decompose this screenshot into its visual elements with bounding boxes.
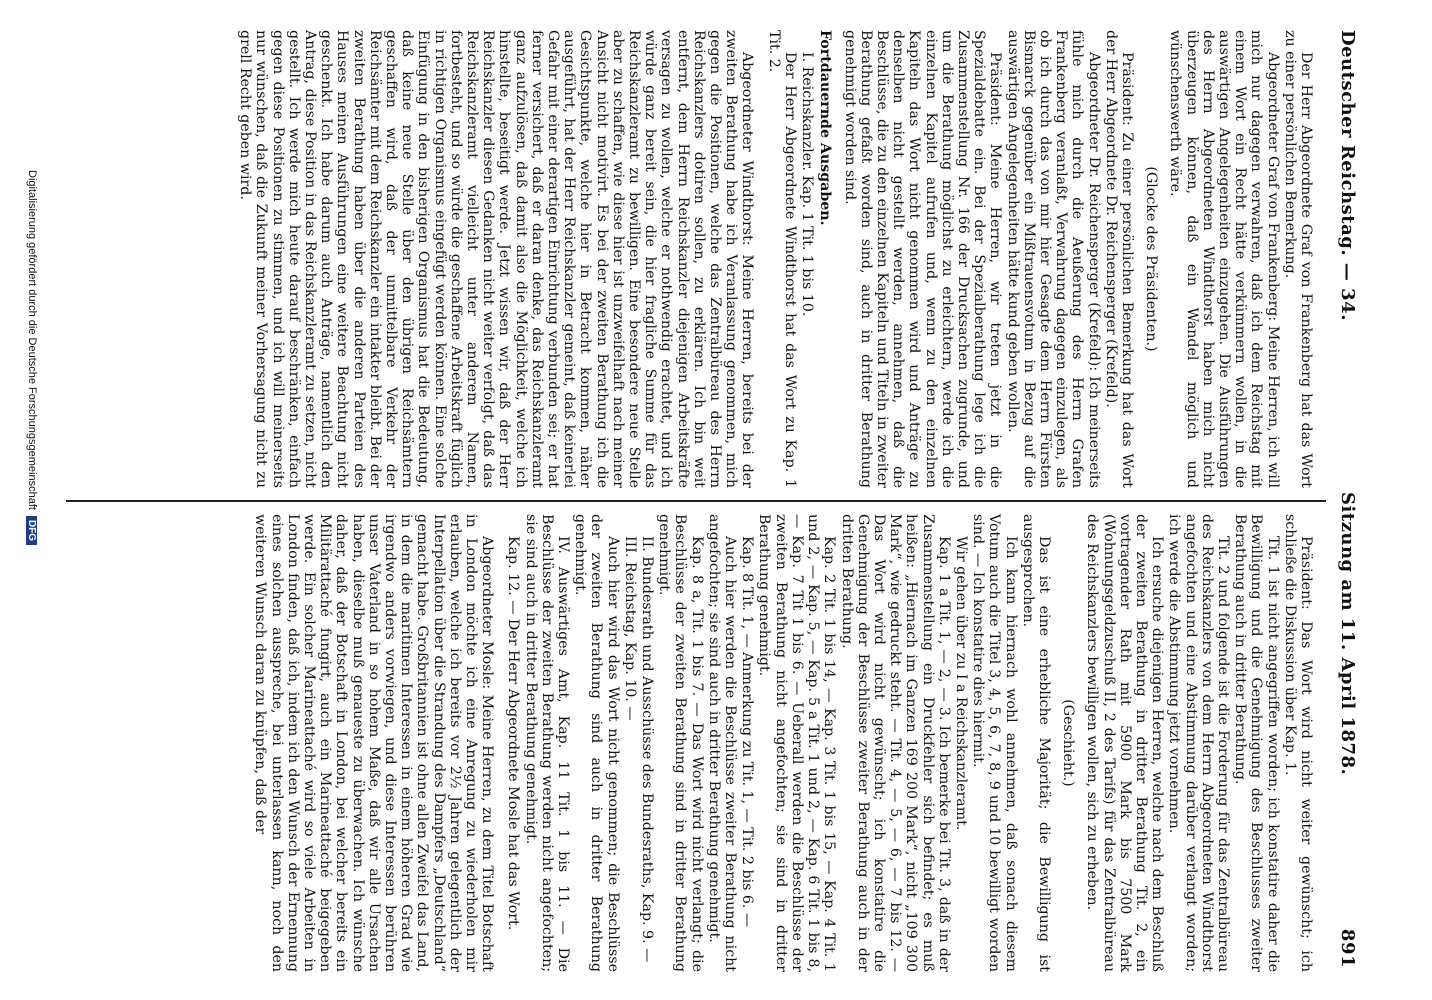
paragraph: IV. Auswärtiges Amt, Kap. 11 Tit. 1 bis 11. — Die Beschlüsse der zweiten Berathung werden nicht angefochten; sie sind auch in dritter Berathung genehmigt.	[522, 514, 572, 972]
paragraph: Auch hier wird das Wort nicht genommen; die Beschlüsse der zweiten Berathung sind auch in dritter Berathung genehmigt.	[572, 514, 621, 972]
paragraph: Wir gehen über zu I a Reichskanzleramt.	[952, 536, 969, 831]
stage-direction: (Geschieht.)	[1060, 699, 1077, 787]
running-header	[1328, 22, 1358, 978]
paragraph: Ich ersuche diejenigen Herren, welche nach dem Beschluß der zweiten Berathung in dritter Berathung Tit. 2, ein vortragender Rath mit 5900 Mark bis 7500 Mark (Wohnungsgeldzuschuß II, 2 des Tarifs) für das Zentralbüreau des Reichskanzlers bewilligen wollen, sich zu erheben.	[1084, 514, 1166, 972]
stage-direction: (Glocke des Präsidenten.)	[1143, 166, 1160, 352]
paragraph: Tit. 1 ist nicht angegriffen worden; ich konstatire daher die Bewilligung und die Genehmigung des Beschlusses zweiter Berathung auch in dritter Berathung.	[1232, 514, 1281, 972]
left-column	[236, 30, 1314, 488]
funding-notice	[26, 170, 38, 870]
paragraph-gap	[757, 30, 765, 488]
paragraph: Der Herr Abgeordnete Windthorst hat das Wort zu Kap. 1 Tit. 2.	[765, 30, 798, 488]
paragraph: Ich kann hiernach wohl annehmen, daß sonach diesem Votum auch die Titel 3, 4, 5, 6, 7, 8, 9 und 10 bewilligt worden sind. — Ich konstatire dies hiermit.	[970, 514, 1019, 972]
paragraph: Der Herr Abgeordnete Graf von Frankenberg hat das Wort zu einer persönlichen Bemerkung.	[1281, 30, 1314, 488]
paragraph: Abgeordneter Dr. Reichensperger (Krefeld): Ich meinerseits fühle mich durch die Aeußerung des Herrn Grafen Frankenberg veranlaßt, Verwahrung dagegen einzulegen, als ob ich durch das von mir hier Gesagte dem Herrn Fürsten Bismarck gegenüber ein Mißtrauensvotum in Bezug auf die auswärtigen Angelegenheiten hätte kund geben wollen.	[1004, 30, 1102, 488]
header-date: Sitzung am 11. April 1878.	[1337, 492, 1358, 776]
paragraph: Abgeordneter Windthorst: Meine Herren, bereits bei der zweiten Berathung habe ich Veranlassung genommen, mich gegen die Positionen, welche das Zentralbüreau des Herrn Reichskanzlers dotiren sollen, zu erklären. Ich bin weit entfernt, dem Herrn Reichskanzler diejenigen Arbeitskräfte versagen zu wollen, welche er nothwendig erachtet, und ich würde ganz bereit sein, die hier fragliche Summe für das Reichskanzleramt zu bewilligen. Eine besondere neue Stelle aber zu schaffen, wie diese hier ist unzweifelhaft nach meiner Ansicht nicht motivirt. Es bei der zweiten Berathung ich die Gesichtspunkte, welche hier in Betracht kommen, näher ausgeführt, hat der Herr Reichskanzler gemeint, daß keinerlei Gefahr mit einer derartigen Einrichtung verbunden sei; er hat ferner versichert, daß er daran denke, das Reichskanzleramt ganz aufzulösen, daß damit also die Möglichkeit, welche ich hinstellte, beseitigt werde. Jetzt wissen wir, daß der Herr Reichskanzler diesen Gedanken nicht weiter verfolgt, daß das Reichskanzleramt vielleicht unter anderem Namen, fortbesteht, und so würde die geschaffene Arbeitskraft füglich in richtigen Organismus eingefügt werden können. Eine solche Einfügung in den bisherigen Organismus hat die Bedeutung, daß keine neue Stelle über den übrigen Reichsämtern geschaffen wird, daß der unmittelbare Verkehr der Reichsämter mit dem Reichskanzler ein intakter bleibt. Bei der zweiten Berathung haben über die anderen Parteien des Hauses meinen Ausführungen eine weitere Beachtung nicht geschenkt. Ich habe darum auch Anträge, namentlich den Antrag, diese Position in das Reichskanzleramt zu setzen, nicht gestellt. Ich werde mich heute darauf beschränken, einfach gegen diese Positionen zu stimmen, und ich will meinerseits nur wünschen, daß die Zukunft meiner Vorhersagung nicht zu grell Recht geben wird.	[237, 30, 756, 488]
paragraph: II. Bundesrath und Ausschüsse des Bundesraths, Kap. 9. —	[639, 536, 656, 963]
paragraph: Kap. 2 Tit. 1 bis 14, — Kap. 3 Tit. 1 bis 15, — Kap. 4 Tit. 1 und 2, — Kap. 5, — Kap. 5 a Tit. 1 und 2, — Kap. 6 Tit. 1 bis 8, — Kap. 7 Tit 1 bis 6. — Ueberall werden die Beschlüsse der zweiten Berathung nicht angefochten; sie sind in dritter Berathung genehmigt.	[756, 514, 838, 972]
paragraph: Kap. 8 a, Tit. 1 bis 7. — Das Wort wird nicht verlangt; die Beschlüsse der zweiten Berathung sind in dritter Berathung genehmigt.	[656, 514, 705, 972]
paragraph: Tit. 2 und folgende ist die Forderung für das Zentralbüreau des Reichskanzlers von dem Herrn Abgeordneten Windthorst angefochten und eine Abstimmung darüber verlangt worden; ich werde die Abstimmung jetzt vornehmen.	[1166, 514, 1231, 972]
funding-text: Digitalisierung gefördert durch die Deutsche Forschungsgemeinschaft	[26, 170, 38, 510]
section-heading: Fortdauernde Ausgaben.	[817, 30, 834, 226]
paragraph: Kap. 8 Tit. 1, — Anmerkung zu Tit. 1, — Tit. 2 bis 6. —	[739, 536, 756, 928]
paragraph: Auch hier werden die Beschlüsse zweiter Berathung nicht angefochten; sie sind auch in dritter Berathung genehmigt.	[705, 514, 739, 972]
column-divider	[66, 500, 1326, 502]
paragraph: Kap. 1 a Tit. 1, — 2, — 3. Ich bemerke bei Tit. 3, daß in der Zusammenstellung ein Druckfehler sich befindet; es muß heißen: „Hiernach im Ganzen 169 200 Mark“, nicht „109 300 Mark“, wie gedruckt steht. — Tit. 4, — 5, — 6, — 7 bis 12. — Das Wort wird nicht gewünscht; ich konstatire die Genehmigung der Beschlüsse zweiter Berathung auch in der dritten Berathung.	[838, 514, 952, 972]
page-number: 891	[1337, 928, 1358, 968]
paragraph: Kap. 12. — Der Herr Abgeordnete Mosle hat das Wort.	[505, 536, 522, 931]
dfg-logo: DFG	[26, 516, 37, 545]
paragraph: Das ist eine erhebliche Majorität; die Bewilligung ist ausgesprochen.	[1019, 514, 1052, 972]
paragraph: I. Reichskanzler. Kap. 1 Tit. 1 bis 10.	[799, 52, 816, 317]
right-column	[251, 514, 1314, 972]
paragraph: III. Reichstag, Kap. 10. —	[621, 536, 638, 721]
paragraph: Präsident: Das Wort wird nicht weiter gewünscht; ich schließe die Diskussion über Kap. 1.	[1281, 514, 1314, 972]
paragraph-gap	[496, 514, 504, 972]
page-content	[66, 22, 1386, 978]
header-left: Deutscher Reichstag. — 34.	[1337, 30, 1358, 321]
paragraph: Abgeordneter Graf von Frankenberg: Meine Herren, ich will mich nur dagegen verwahren, daß ich dem Reichstag mit einem Wort ein Recht hätte verkümmern wollen, in die auswärtigen Angelegenheiten einzugehen. Die Ausführungen des Herrn Abgeordneten Windthorst haben mich nicht überzeugen können, daß ein Wandel möglich und wünschenswerth wäre.	[1167, 30, 1281, 488]
paragraph: Präsident: Zu einer persönlichen Bemerkung hat das Wort der Herr Abgeordnete Dr. Reichensperger (Krefeld).	[1102, 30, 1135, 488]
paragraph: Abgeordneter Mosle: Meine Herren, zu dem Titel Botschaft in London möchte ich eine Anregung zu wiederholen mir erlauben, welche ich bereits vor 2½ Jahren gelegentlich der Interpellation über die Strandung des Dampfers „Deutschland“ gemacht habe. Großbritannien ist ohne allen Zweifel das Land, in dem die maritimen Interessen in einem höheren Grad wie irgendwo anders vorwiegen, und diese Interessen berühren unser Vaterland in so hohem Maße, daß wir alle Ursachen haben, dieselbe muß genaueste zu überwachen. Ich wünsche daher, daß der Botschaft in London, bei welcher bereits ein Militärattaché fungirt, auch ein Marineattaché beigegeben werde. Ein solcher Marineattaché wird so viele Arbeiten in London finden, daß ich, indem ich den Wunsch der Ernennung eines solchen ausspreche, bei unterlassen kann, noch den weiteren Wunsch daran zu knüpfen, daß der	[252, 514, 496, 972]
paragraph: Präsident: Meine Herren, wir treten jetzt in die Spezialdebatte ein. Bei der Spezialberathung lege ich die Zusammenstellung Nr. 166 der Drucksachen zugrunde, und um die Berathung möglichst zu erleichtern, werde ich die einzelnen Kapitel aufrufen und, wenn zu den einzelnen Kapiteln das Wort nicht genommen wird und Anträge zu denselben nicht gestellt werden, annehmen, daß die Beschlüsse, die zu den einzelnen Kapiteln und Titeln in zweiter Berathung gefaßt worden sind, auch in dritter Berathung genehmigt worden sind.	[841, 30, 1004, 488]
